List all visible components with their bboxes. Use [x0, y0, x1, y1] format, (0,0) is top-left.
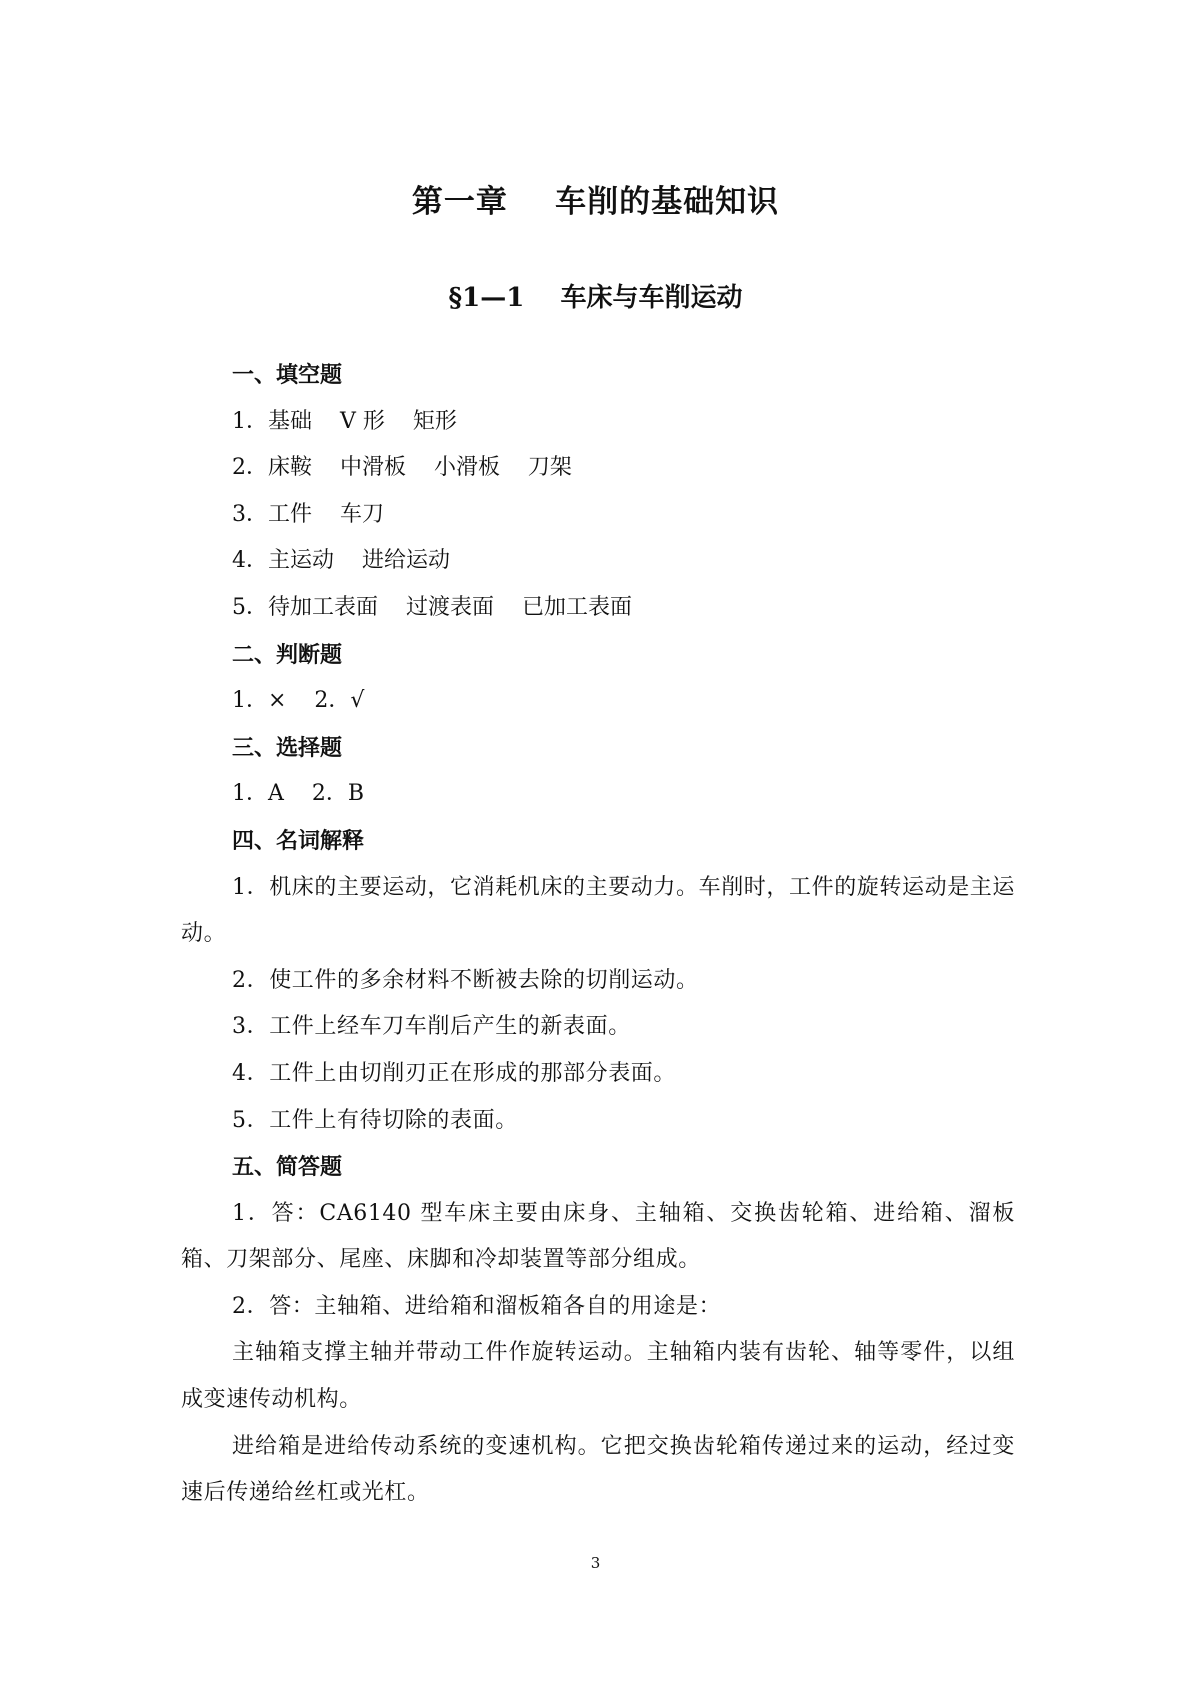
fill-blank-item-5: 5．待加工表面 过渡表面 已加工表面 — [232, 594, 632, 620]
definition-item-2: 2．使工件的多余材料不断被去除的切削运动。 — [232, 967, 699, 993]
definition-item-3: 3．工件上经车刀车削后产生的新表面。 — [232, 1014, 631, 1040]
definition-item-4: 4．工件上由切削刃正在形成的那部分表面。 — [232, 1060, 676, 1086]
short-answer-2-feed-box: 进给箱是进给传动系统的变速机构。它把交换齿轮箱传递过来的运动，经过变速后传递给丝杠或光杠。 — [181, 1433, 1015, 1506]
multiple-choice-heading: 三、选择题 — [232, 734, 343, 761]
fill-blank-item-1: 1．基础 V 形 矩形 — [232, 408, 457, 434]
fill-blank-heading: 一、填空题 — [232, 362, 343, 388]
section-title: §1—1 车床与车削运动 — [448, 283, 743, 313]
fill-blank-item-2: 2．床鞍 中滑板 小滑板 刀架 — [232, 455, 572, 481]
short-answer-heading: 五、简答题 — [232, 1154, 343, 1181]
short-answer-1: 1．答：CA6140 型车床主要由床身、主轴箱、交换齿轮箱、进给箱、溜板箱、刀架部分、尾座、床脚和冷却装置等部分组成。 — [181, 1200, 1015, 1273]
fill-blank-item-3: 3．工件 车刀 — [232, 501, 384, 527]
answer-content — [181, 352, 1015, 1517]
true-false-heading: 二、判断题 — [232, 641, 343, 668]
multiple-choice-answers: 1．A 2．B — [232, 781, 365, 807]
page-number: 3 — [590, 1554, 601, 1572]
short-answer-2-intro: 2．答：主轴箱、进给箱和溜板箱各自的用途是： — [232, 1293, 722, 1319]
definition-item-1: 1．机床的主要运动，它消耗机床的主要动力。车削时，工件的旋转运动是主运动。 — [181, 874, 1015, 947]
short-answer-2-spindle-box: 主轴箱支撑主轴并带动工件作旋转运动。主轴箱内装有齿轮、轴等零件，以组成变速传动机构。 — [181, 1340, 1015, 1413]
definitions-heading: 四、名词解释 — [232, 827, 365, 854]
chapter-title: 第一章 车削的基础知识 — [411, 184, 780, 220]
definition-item-5: 5．工件上有待切除的表面。 — [232, 1107, 518, 1133]
fill-blank-item-4: 4．主运动 进给运动 — [232, 548, 450, 574]
true-false-answers: 1．× 2．√ — [232, 688, 365, 714]
